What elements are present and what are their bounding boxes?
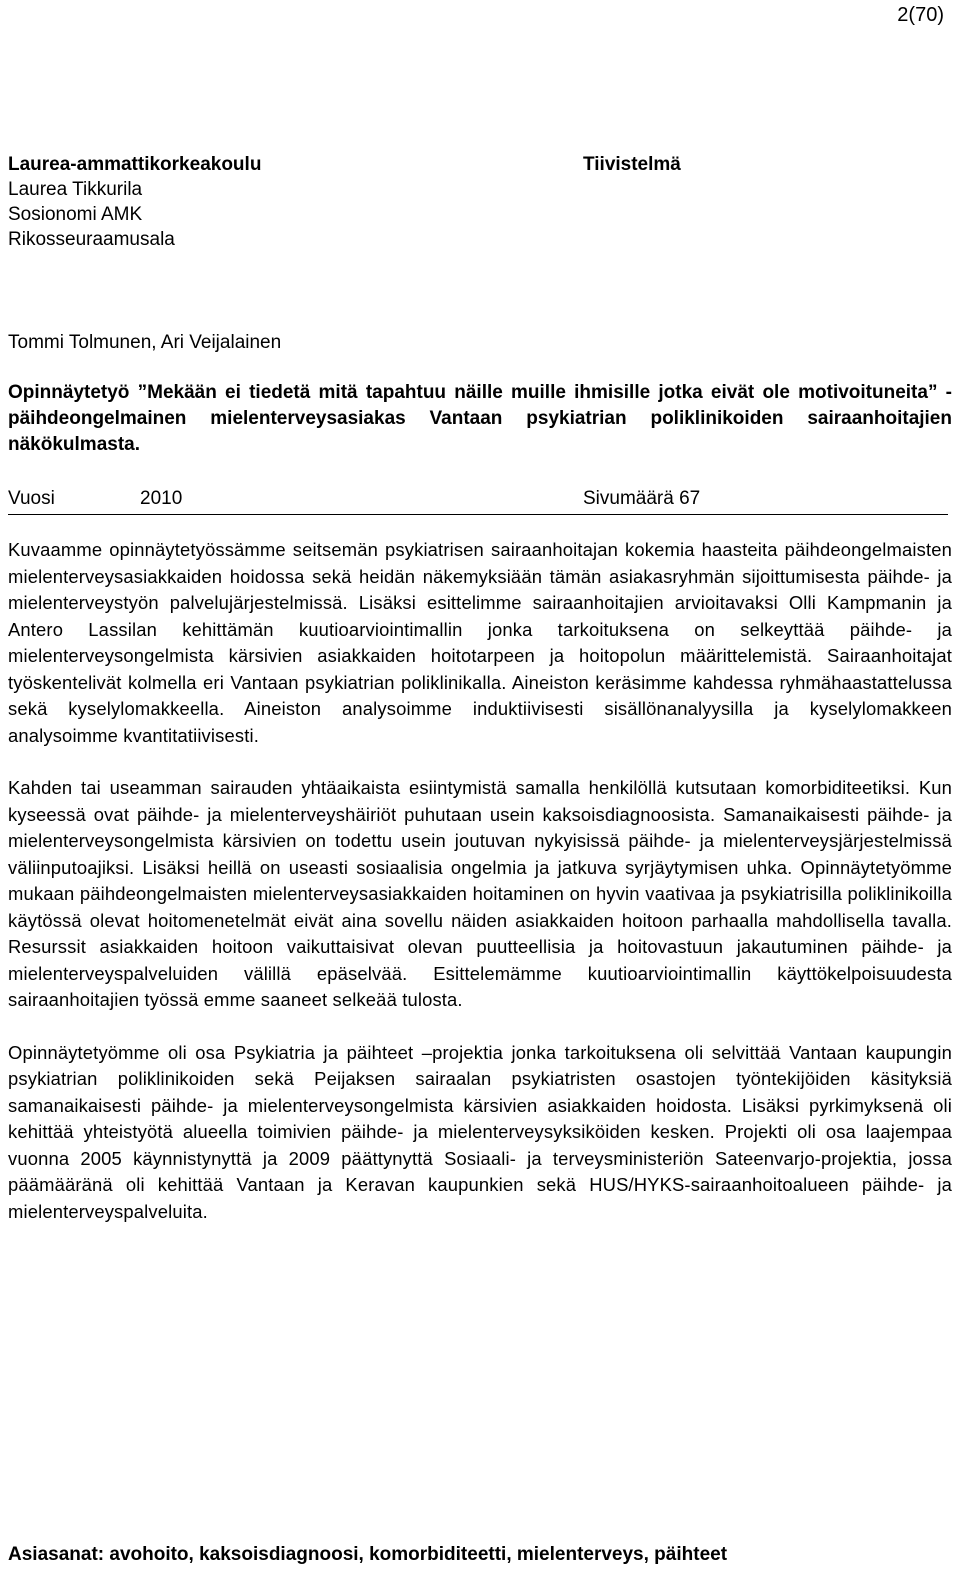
keywords: Asiasanat: avohoito, kaksoisdiagnoosi, komorbiditeetti, mielenterveys, päihteet — [8, 1544, 728, 1565]
year-value: 2010 — [140, 488, 183, 509]
meta-row — [8, 486, 948, 515]
page-number: 2(70) — [897, 4, 944, 26]
page-count: Sivumäärä 67 — [583, 488, 701, 509]
document-type: Tiivistelmä — [583, 154, 681, 175]
thesis-title: Opinnäytetyö ”Mekään ei tiedetä mitä tapahtuu näille muille ihmisille jotka eivät ole motivoituneita” - päihdeongelmainen mielenterveysasiakas Vantaan psykiatrian poliklinikoiden sairaanhoitajien näkökulmasta. — [8, 382, 952, 455]
header-block — [8, 152, 948, 252]
abstract-paragraph: Kuvaamme opinnäytetyössämme seitsemän psykiatrisen sairaanhoitajan kokemia haasteita päihdeongelmaisten mielenterveysasiakkaiden hoidossa sekä heidän näkemyksiään tämän asiakasryhmän sijoittumisesta päihde- ja mielenterveystyön palvelujärjestelmissä. Lisäksi esittelimme sairaanhoitajien arvioitavaksi Olli Kampmanin ja Antero Lassilan kehittämän kuutioarviointimallin jonka tarkoituksena on selkeyttää päihde- ja mielenterveysongelmista kärsivien asiakkaiden hoitotarpeen ja hoitopolun määrittelemistä. Sairaanhoitajat työskentelivät kolmella eri Vantaan psykiatrian poliklinikalla. Aineiston keräsimme kahdessa ryhmähaastattelussa sekä kyselylomakkeella. Aineiston analysoimme induktiivisesti sisällönanalyysilla ja kyselylomakkeen analysoimme kvantitatiivisesti. — [8, 539, 952, 746]
abstract-paragraph: Opinnäytetyömme oli osa Psykiatria ja päihteet –projektia jonka tarkoituksena oli selvittää Vantaan kaupungin psykiatrian poliklinikoiden sekä Peijaksen sairaalan psykiatristen osastojen työntekijöiden käsityksiä samanaikaisesti päihde- ja mielenterveysongelmista kärsivien asiakkaiden hoidosta. Lisäksi pyrkimyksenä oli kehittää yhteistyötä alueella toimivien päihde- ja mielenterveysyksiköiden kesken. Projekti oli osa laajempaa vuonna 2005 käynnistynyttä ja 2009 päättynyttä Sosiaali- ja terveysministeriön Sateenvarjo-projektia, jossa päämääränä oli kehittää Vantaan ja Keravan kaupunkien sekä HUS/HYKS-sairaanhoitoalueen päihde- ja mielenterveyspalveluita. — [8, 1041, 952, 1222]
authors: Tommi Tolmunen, Ari Veijalainen — [8, 332, 282, 353]
program-name: Rikosseuraamusala — [8, 229, 175, 250]
degree-name: Sosionomi AMK — [8, 204, 143, 225]
institution-info — [8, 152, 261, 252]
year-label: Vuosi — [8, 488, 55, 509]
abstract-paragraph: Kahden tai useamman sairauden yhtäaikaista esiintymistä samalla henkilöllä kutsutaan komorbiditeetiksi. Kun kyseessä ovat päihde- ja mielenterveyshäiriöt puhutaan usein kaksoisdiagnoosista. Samanaikaisesti päihde- ja mielenterveysongelmista kärsivien on todettu usein joutuvan nykyisissä päihde- ja mielenterveysjärjestelmissä väliinputoajiksi. Lisäksi heillä on useasti sosiaalisia ongelmia ja jatkuva syrjäytymisen uhka. Opinnäytetyömme mukaan päihdeongelmaisten mielenterveysasiakkaiden hoitaminen on hyvin vaativaa ja psykiatrisilla poliklinikoilla käytössä olevat hoitomenetelmät eivät aina sovellu näiden asiakkaiden hoitoon parhaalla mahdollisella tavalla. Resurssit asiakkaiden hoitoon vaikuttaisivat olevan puutteellisia ja hoitovastuun jakautuminen päihde- ja mielenterveyspalveluiden välillä epäselvää. Esittelemämme kuutioarviointimallin käyttökelpoisuudesta sairaanhoitajien työssä emme saaneet selkeää tulosta. — [8, 777, 952, 1010]
abstract-body — [8, 537, 952, 1251]
institution-name: Laurea-ammattikorkeakoulu — [8, 154, 262, 175]
institution-unit: Laurea Tikkurila — [8, 179, 143, 200]
